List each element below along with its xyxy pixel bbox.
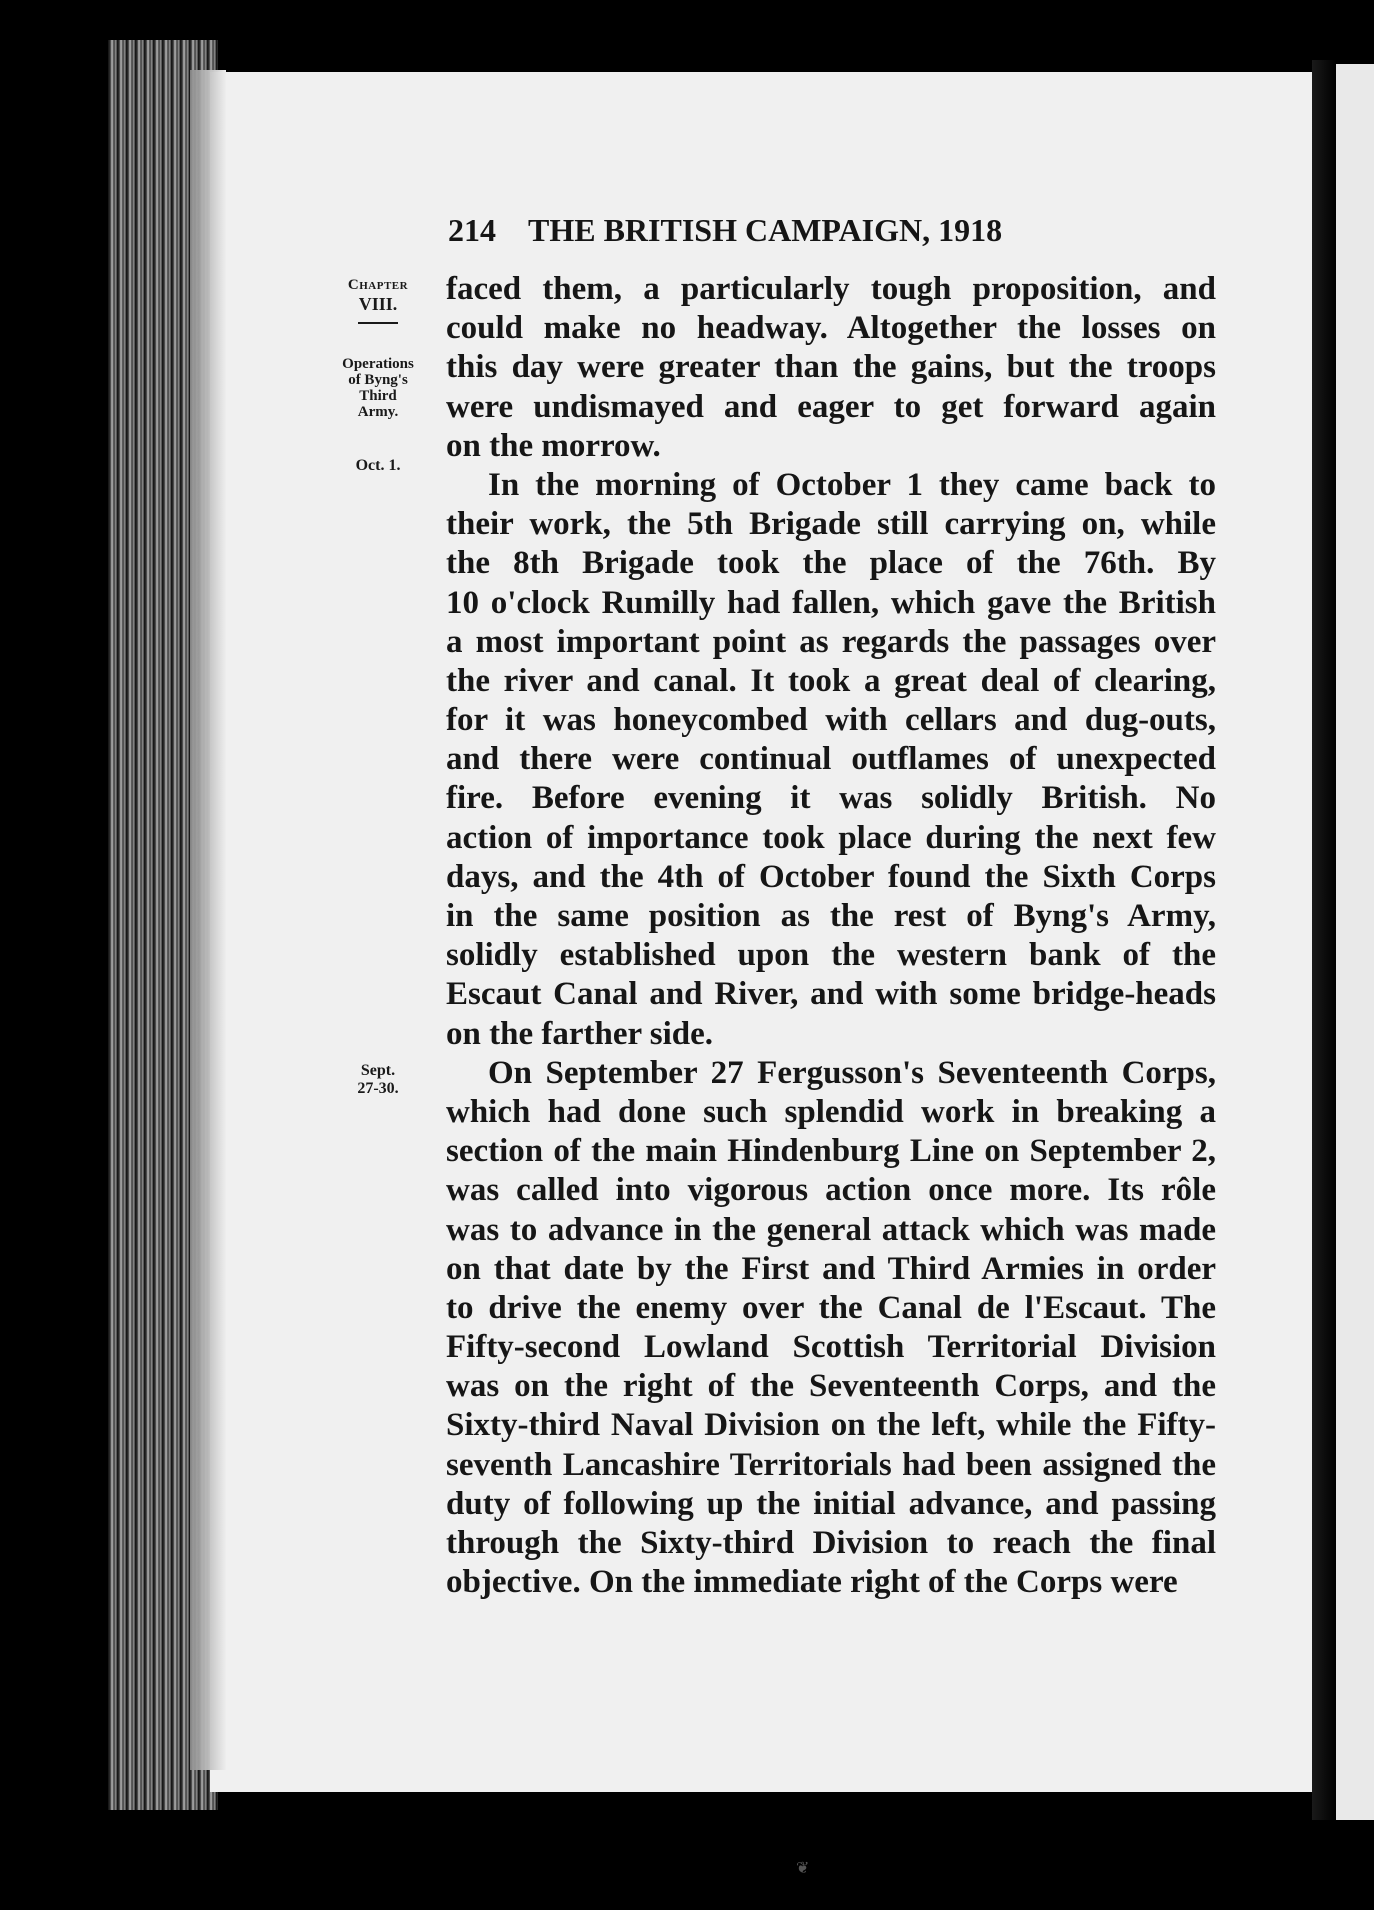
text-line: could make no headway. Altogether the losses on	[446, 310, 1216, 347]
text-line: Escaut Canal and River, and with some bridge-heads	[446, 976, 1216, 1013]
sidenote-operations	[326, 356, 430, 420]
text-line: a most important point as regards the passages over	[446, 623, 1216, 660]
body-text	[446, 270, 1216, 1602]
text-line: was to advance in the general attack which was made	[446, 1211, 1216, 1248]
book-gutter	[1312, 60, 1336, 1820]
sidenote-chapter	[326, 276, 430, 330]
text-line: days, and the 4th of October found the Sixth Corps	[446, 858, 1216, 895]
page-number: 214	[448, 212, 496, 248]
text-line: objective. On the immediate right of the Corps were	[446, 1564, 1178, 1601]
text-line: on that date by the First and Third Armies in order	[446, 1250, 1216, 1287]
text-line: fire. Before evening it was solidly British. No	[446, 780, 1216, 817]
sidenote-date-sept	[326, 1062, 430, 1098]
text-line: action of importance took place during the next few	[446, 819, 1216, 856]
text-line: the river and canal. It took a great deal of clearing,	[446, 662, 1216, 699]
text-line: in the same position as the rest of Byng's Army,	[446, 898, 1216, 934]
text-line: duty of following up the initial advance, and passing	[446, 1485, 1216, 1522]
text-line: faced them, a particularly tough proposition, and	[446, 271, 1216, 307]
text-line: section of the main Hindenburg Line on September 2,	[446, 1133, 1216, 1170]
sidenote-line: Sept.	[360, 1062, 396, 1079]
page-curve-shadow	[190, 70, 226, 1770]
text-line: Sixty-third Naval Division on the left, while the Fifty-	[446, 1407, 1216, 1444]
text-line: on the farther side.	[446, 1015, 714, 1052]
sidenote-line: 27-30.	[357, 1080, 399, 1097]
text-line: on the morrow.	[446, 427, 661, 464]
text-line: Fifty-second Lowland Scottish Territorial Division	[446, 1329, 1216, 1366]
text-line: through the Sixty-third Division to reach the final	[446, 1525, 1216, 1561]
text-line: for it was honeycombed with cellars and dug-outs,	[446, 702, 1216, 739]
running-title: THE BRITISH CAMPAIGN, 1918	[528, 212, 1003, 248]
text-line: 10 o'clock Rumilly had fallen, which gave the British	[446, 584, 1216, 621]
text-line: solidly established upon the western bank of the	[446, 937, 1216, 974]
text-line: the 8th Brigade took the place of the 76th. By	[446, 545, 1216, 582]
printer-ornament-icon: ❦	[796, 1858, 810, 1877]
sidenote-date-oct: Oct. 1.	[355, 457, 401, 474]
text-line: to drive the enemy over the Canal de l'Escaut. The	[446, 1289, 1216, 1326]
text-line: In the morning of October 1 they came back to	[488, 466, 1216, 503]
text-line: was called into vigorous action once more. Its rôle	[446, 1172, 1216, 1209]
sidenote-chapter-word: Chapter	[347, 277, 409, 293]
sidenote-line: Operations	[342, 356, 414, 372]
text-line: seventh Lancashire Territorials had been assigned the	[446, 1446, 1216, 1483]
sidenote-chapter-number: VIII.	[358, 294, 398, 314]
sidenote-line: Army.	[357, 404, 399, 420]
sidenote-line: of Byng's	[348, 372, 408, 388]
text-line: was on the right of the Seventeenth Corps, and the	[446, 1368, 1216, 1405]
text-line: and there were continual outflames of unexpected	[446, 741, 1216, 778]
sidenote-rule	[358, 322, 398, 324]
text-line: their work, the 5th Brigade still carrying on, while	[446, 506, 1216, 543]
text-line: were undismayed and eager to get forward again	[446, 388, 1216, 425]
text-line: which had done such splendid work in breaking a	[446, 1093, 1216, 1130]
facing-page-edge	[1336, 64, 1374, 1820]
sidenote-line: Third	[359, 388, 397, 404]
text-line: this day were greater than the gains, but the troops	[446, 349, 1216, 386]
text-line: On September 27 Fergusson's Seventeenth Corps,	[488, 1054, 1216, 1091]
running-head	[448, 206, 1228, 254]
